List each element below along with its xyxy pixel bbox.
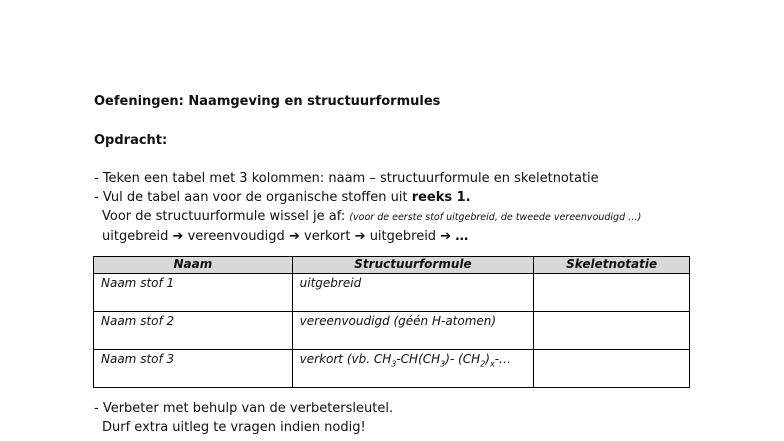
seq-verkort: verkort: [304, 229, 351, 244]
cell-skelet: [534, 312, 690, 350]
formula-sub: 3: [440, 359, 446, 369]
cell-formule: vereenvoudigd (géén H-atomen): [292, 312, 534, 350]
page-title: Oefeningen: Naamgeving en structuurformules: [94, 94, 441, 109]
cell-skelet: [534, 274, 690, 312]
cell-skelet: [534, 350, 690, 388]
header-naam: Naam: [94, 257, 293, 274]
cell-naam: Naam stof 1: [94, 274, 293, 312]
formula-sub: 3: [391, 359, 397, 369]
seq-ellipsis: …: [455, 229, 469, 244]
instruction-2-text: - Vul de tabel aan voor de organische stoffen uit: [94, 190, 412, 205]
instruction-3-note: (voor de eerste stof uitgebreid, de tweede vereenvoudigd …): [349, 212, 642, 223]
formula-part: )- (CH: [445, 352, 481, 366]
formula-part: -…: [494, 352, 512, 366]
instruction-3-text: Voor de structuurformule wissel je af:: [102, 209, 350, 224]
formula-part: -CH(CH: [396, 352, 441, 366]
formula-sub: x: [489, 359, 495, 369]
instruction-1: - Teken een tabel met 3 kolommen: naam – structuurformule en skeletnotatie: [94, 171, 599, 186]
instruction-3: [102, 209, 641, 224]
header-skeletnotatie: Skeletnotatie: [534, 257, 690, 274]
cell-formule: [292, 350, 534, 388]
seq-uitgebreid: uitgebreid: [102, 229, 169, 244]
formula-sub: 2: [480, 359, 486, 369]
table-header-row: [94, 257, 690, 274]
table-row: [94, 274, 690, 312]
formula-part: verkort (vb. CH: [299, 352, 392, 366]
arrow-icon: ➔: [354, 229, 366, 244]
formula-part: ): [485, 352, 490, 366]
arrow-icon: ➔: [440, 229, 452, 244]
exercise-table: [93, 256, 690, 388]
cell-formule: uitgebreid: [292, 274, 534, 312]
seq-uitgebreid-2: uitgebreid: [369, 229, 437, 244]
sequence-line: [102, 229, 468, 244]
instruction-2-bold: reeks 1.: [411, 190, 471, 205]
arrow-icon: ➔: [288, 229, 300, 244]
cell-naam: Naam stof 3: [94, 350, 293, 388]
arrow-icon: ➔: [172, 229, 184, 244]
bottom-instruction-2: Durf extra uitleg te vragen indien nodig!: [102, 420, 366, 435]
bottom-instruction-1: - Verbeter met behulp van de verbetersleutel.: [94, 401, 394, 416]
table-row: [94, 312, 690, 350]
table-row: [94, 350, 690, 388]
assignment-heading: Opdracht:: [94, 133, 168, 148]
seq-vereenvoudigd: vereenvoudigd: [187, 229, 285, 244]
header-structuurformule: Structuurformule: [292, 257, 534, 274]
instruction-2: [94, 190, 471, 205]
cell-naam: Naam stof 2: [94, 312, 293, 350]
